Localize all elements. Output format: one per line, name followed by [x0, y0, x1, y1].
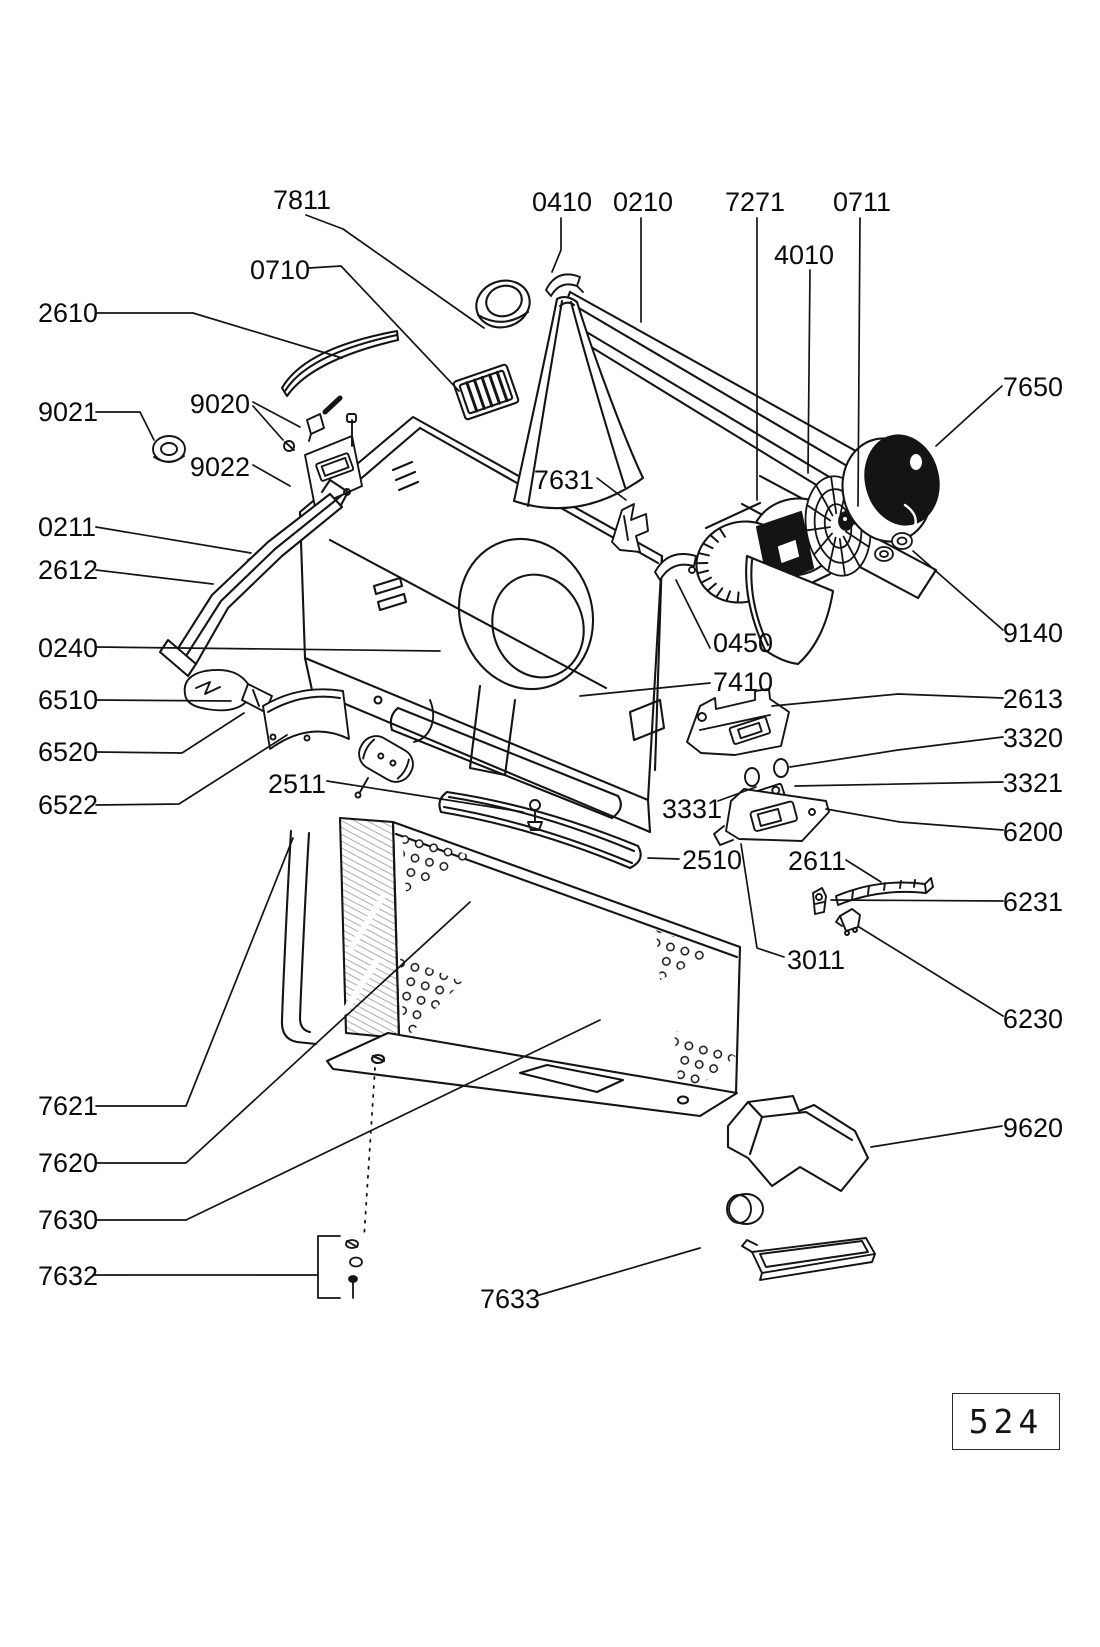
- part-label-7271: 7271: [724, 187, 786, 217]
- leader-line-9021: [96, 412, 154, 440]
- lower-cabinet: [282, 818, 743, 1116]
- leader-line-9022: [253, 465, 290, 486]
- part-label-0711: 0711: [832, 187, 892, 217]
- part-label-0210: 0210: [612, 187, 674, 217]
- part-label-3331: 3331: [662, 794, 723, 824]
- fasteners-9020: [284, 398, 340, 451]
- part-label-7632: 7632: [38, 1261, 99, 1291]
- part-label-2510: 2510: [682, 845, 743, 875]
- part-label-3320: 3320: [1002, 723, 1063, 753]
- leader-line-2612: [96, 570, 213, 584]
- round-cap: [727, 1194, 763, 1224]
- part-label-3321: 3321: [1002, 768, 1063, 798]
- part-label-7650: 7650: [1002, 372, 1063, 402]
- leader-line-7650: [936, 386, 1002, 446]
- leader-line-2611: [846, 860, 881, 882]
- part-label-7620: 7620: [38, 1148, 99, 1178]
- page-number: 524: [968, 1402, 1044, 1441]
- small-bracket-0410: [546, 274, 583, 296]
- switch-bracket-2613: [687, 689, 789, 755]
- part-label-2611: 2611: [788, 846, 847, 876]
- part-label-4010: 4010: [773, 240, 835, 270]
- leader-line-6230: [859, 927, 1003, 1016]
- part-label-6200: 6200: [1002, 817, 1063, 847]
- part-label-9020: 9020: [189, 389, 250, 419]
- leader-line-0211: [96, 527, 251, 553]
- part-label-3011: 3011: [787, 945, 846, 975]
- leader-line-9140: [913, 551, 1003, 630]
- part-label-7811: 7811: [272, 185, 332, 215]
- lamp-bulb: [185, 670, 272, 712]
- leader-line-2510: [648, 858, 679, 859]
- part-label-2610: 2610: [38, 298, 99, 328]
- grommet-9021: [153, 436, 185, 462]
- leader-line-3011: [741, 844, 784, 957]
- part-label-6230: 6230: [1002, 1004, 1063, 1034]
- grille-vent: [453, 364, 519, 420]
- part-label-0240: 0240: [38, 633, 99, 663]
- leader-line-7811: [306, 215, 484, 328]
- part-label-9022: 9022: [189, 452, 250, 482]
- leader-line-7633: [536, 1248, 700, 1296]
- lamp-cover-6522: [263, 689, 349, 749]
- leader-line-7621: [96, 838, 293, 1106]
- screw-set-7632: [318, 1068, 375, 1298]
- leader-line-6520: [96, 713, 244, 753]
- part-label-0410: 0410: [531, 187, 593, 217]
- part-label-6520: 6520: [38, 737, 99, 767]
- handle-wire: [282, 831, 316, 1044]
- leader-line-6200: [826, 809, 1003, 830]
- leader-line-9020: [253, 406, 283, 440]
- part-label-7631: 7631: [533, 465, 594, 495]
- leader-line-4010: [808, 270, 810, 473]
- part-label-2612: 2612: [38, 555, 99, 585]
- leader-line-0410: [552, 218, 561, 272]
- leader-line-9620: [871, 1126, 1002, 1147]
- leader-line-3320: [790, 737, 1003, 767]
- part-label-9021: 9021: [38, 397, 99, 427]
- light-cover-9620: [728, 1096, 868, 1191]
- part-label-7621: 7621: [38, 1091, 99, 1121]
- part-label-7633: 7633: [480, 1284, 541, 1314]
- leader-line-3321: [795, 782, 1003, 786]
- leader-line-2613: [772, 694, 1003, 706]
- leader-line-0710: [309, 266, 459, 391]
- leader-line-0450: [676, 580, 710, 648]
- curved-strip-2610: [282, 331, 398, 396]
- leader-line-6522: [96, 735, 287, 805]
- leader-line-6231: [831, 900, 1003, 901]
- part-label-6510: 6510: [38, 685, 99, 715]
- part-label-0450: 0450: [713, 628, 774, 658]
- lamp-lens-7633: [742, 1238, 875, 1280]
- lower-bracket-6200: [714, 789, 829, 845]
- part-label-0710: 0710: [249, 255, 311, 285]
- part-label-9140: 9140: [1002, 618, 1063, 648]
- part-label-7630: 7630: [38, 1205, 99, 1235]
- part-label-2511: 2511: [268, 769, 327, 799]
- switch-buttons: [745, 759, 788, 786]
- part-label-0211: 0211: [38, 512, 97, 542]
- part-label-7410: 7410: [713, 667, 774, 697]
- page-number-box: [952, 1393, 1060, 1450]
- part-label-2613: 2613: [1002, 684, 1063, 714]
- part-label-6231: 6231: [1002, 887, 1063, 917]
- clip-6230: [836, 909, 860, 935]
- part-label-9620: 9620: [1002, 1113, 1063, 1143]
- hinge-part-6231: [813, 888, 826, 914]
- part-label-6522: 6522: [38, 790, 99, 820]
- leader-line-2610: [96, 313, 342, 358]
- leader-line-6510: [96, 700, 231, 701]
